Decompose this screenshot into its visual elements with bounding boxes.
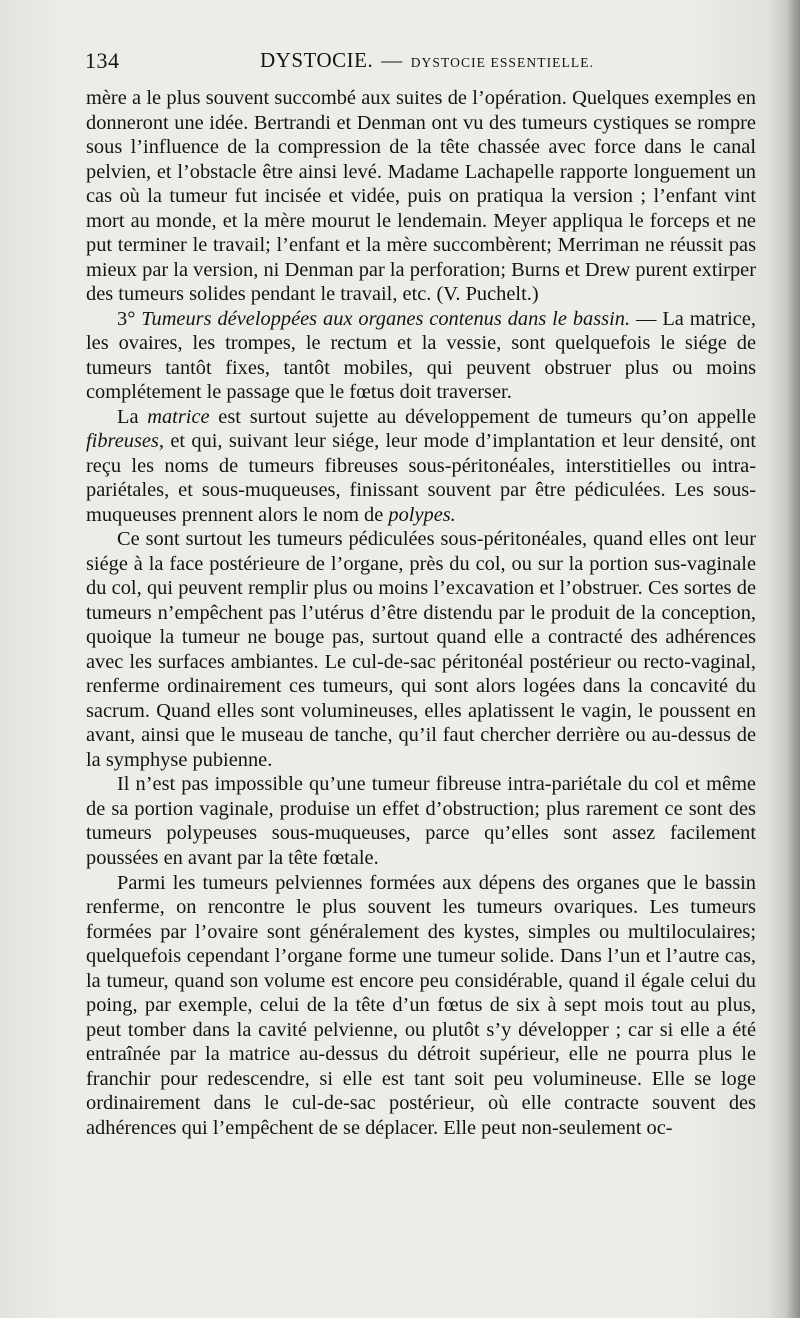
paragraph bbox=[86, 871, 756, 1141]
running-header bbox=[85, 48, 755, 78]
paragraph bbox=[86, 86, 756, 307]
text-run: Il n’est pas impossible qu’une tumeur fibreuse intra-pariétale du col et même de sa portion vaginale, produise un effet d’obstruction; plus rarement ce sont des tumeurs polypeuses sous-muqueuses, parce qu’elles sont assez facilement poussées en avant par la tête fœtale. bbox=[86, 773, 756, 869]
page-edge-shadow bbox=[786, 0, 800, 1318]
paragraph bbox=[86, 772, 756, 870]
italic-text: fibreuses, bbox=[86, 430, 164, 453]
text-run: 3° bbox=[117, 307, 142, 330]
paragraph bbox=[86, 405, 756, 528]
running-title bbox=[260, 48, 594, 73]
italic-text: polypes. bbox=[388, 503, 456, 526]
paragraph bbox=[86, 527, 756, 772]
chapter-title: DYSTOCIE. bbox=[260, 48, 374, 72]
text-run: mère a le plus souvent succombé aux suites de l’opération. Quelques exemples en donneront une idée. Bertrandi et Denman ont vu des tumeurs cystiques se rompre sous l’influence de la compression de la tête chassée avec force dans le canal pelvien, et l’obstacle être ainsi levé. Madame Lachapelle rapporte longuement un cas où la tumeur fut incisée et vidée, puis on pratiqua la version ; l’enfant vint mort au monde, et la mère mourut le lendemain. Meyer appliqua le forceps et ne put terminer le travail; l’enfant et la mère succombèrent; Merriman ne réussit pas mieux par la version, ni Denman par la perforation; Burns et Drew purent extirper des tumeurs solides pendant le travail, etc. (V. Puchelt.) bbox=[86, 87, 756, 306]
text-run: et qui, suivant leur siége, leur mode d’implantation et leur densité, ont reçu les noms de tumeurs fibreuses sous-péritonéales, interstitielles ou intra-pariétales, et sous-muqueuses, finissant souvent par être pédiculées. Les sous-muqueuses prennent alors le nom de bbox=[86, 430, 756, 526]
paragraph bbox=[86, 307, 756, 405]
body-text bbox=[86, 86, 756, 1140]
italic-text: Tumeurs développées aux organes contenus dans le bassin. bbox=[141, 307, 631, 330]
section-title: DYSTOCIE ESSENTIELLE. bbox=[410, 55, 595, 70]
text-run: Parmi les tumeurs pelviennes formées aux dépens des organes que le bassin renferme, on rencontre le plus souvent les tumeurs ovariques. Les tumeurs formées par l’ovaire sont généralement des kystes, simples ou multiloculaires; quelquefois cependant l’organe forme une tumeur solide. Dans l’un et l’autre cas, la tumeur, quand son volume est encore peu considérable, quand il égale celui du poing, par exemple, celui de la tête d’un fœtus de six à sept mois tout au plus, peut tomber dans la cavité pelvienne, ou plutôt s’y développer ; car si elle a été entraînée par la matrice au-dessus du détroit supérieur, elle ne pourra plus le franchir pour redescendre, si elle est tant soit peu volumineuse. Elle se loge ordinairement dans le cul-de-sac postérieur, où elle contracte souvent des adhérences qui l’empêchent de se déplacer. Elle peut non-seulement oc- bbox=[86, 871, 756, 1139]
italic-text: matrice bbox=[147, 405, 210, 428]
text-run: — La matrice, les ovaires, les trompes, le rectum et la vessie, sont quelquefois le siége de tumeurs tantôt fixes, tantôt mobiles, qui peuvent obstruer plus ou moins complétement le passage que le fœtus doit traverser. bbox=[86, 307, 756, 404]
text-run: La bbox=[117, 405, 148, 428]
title-dash: — bbox=[381, 48, 403, 72]
text-run: est surtout sujette au développement de tumeurs qu’on appelle bbox=[209, 405, 757, 428]
page-number: 134 bbox=[85, 48, 120, 73]
text-run: Ce sont surtout les tumeurs pédiculées sous-péritonéales, quand elles ont leur siége à la face postérieure de l’organe, près du col, ou sur la portion sus-vaginale du col, qui peuvent remplir plus ou moins l’excavation et l’obstruer. Ces sortes de tumeurs n’empêchent pas l’utérus d’être distendu par le produit de la conception, quoique la tumeur ne bouge pas, surtout quand elle a contracté des adhérences avec les surfaces ambiantes. Le cul-de-sac péritonéal postérieur ou recto-vaginal, renferme ordinairement ces tumeurs, qui sont alors logées dans la concavité du sacrum. Quand elles sont volumineuses, elles aplatissent le vagin, le poussent en avant, ainsi que le museau de tanche, qu’il faut chercher derrière ou au-dessus de la symphyse pubienne. bbox=[86, 528, 756, 771]
